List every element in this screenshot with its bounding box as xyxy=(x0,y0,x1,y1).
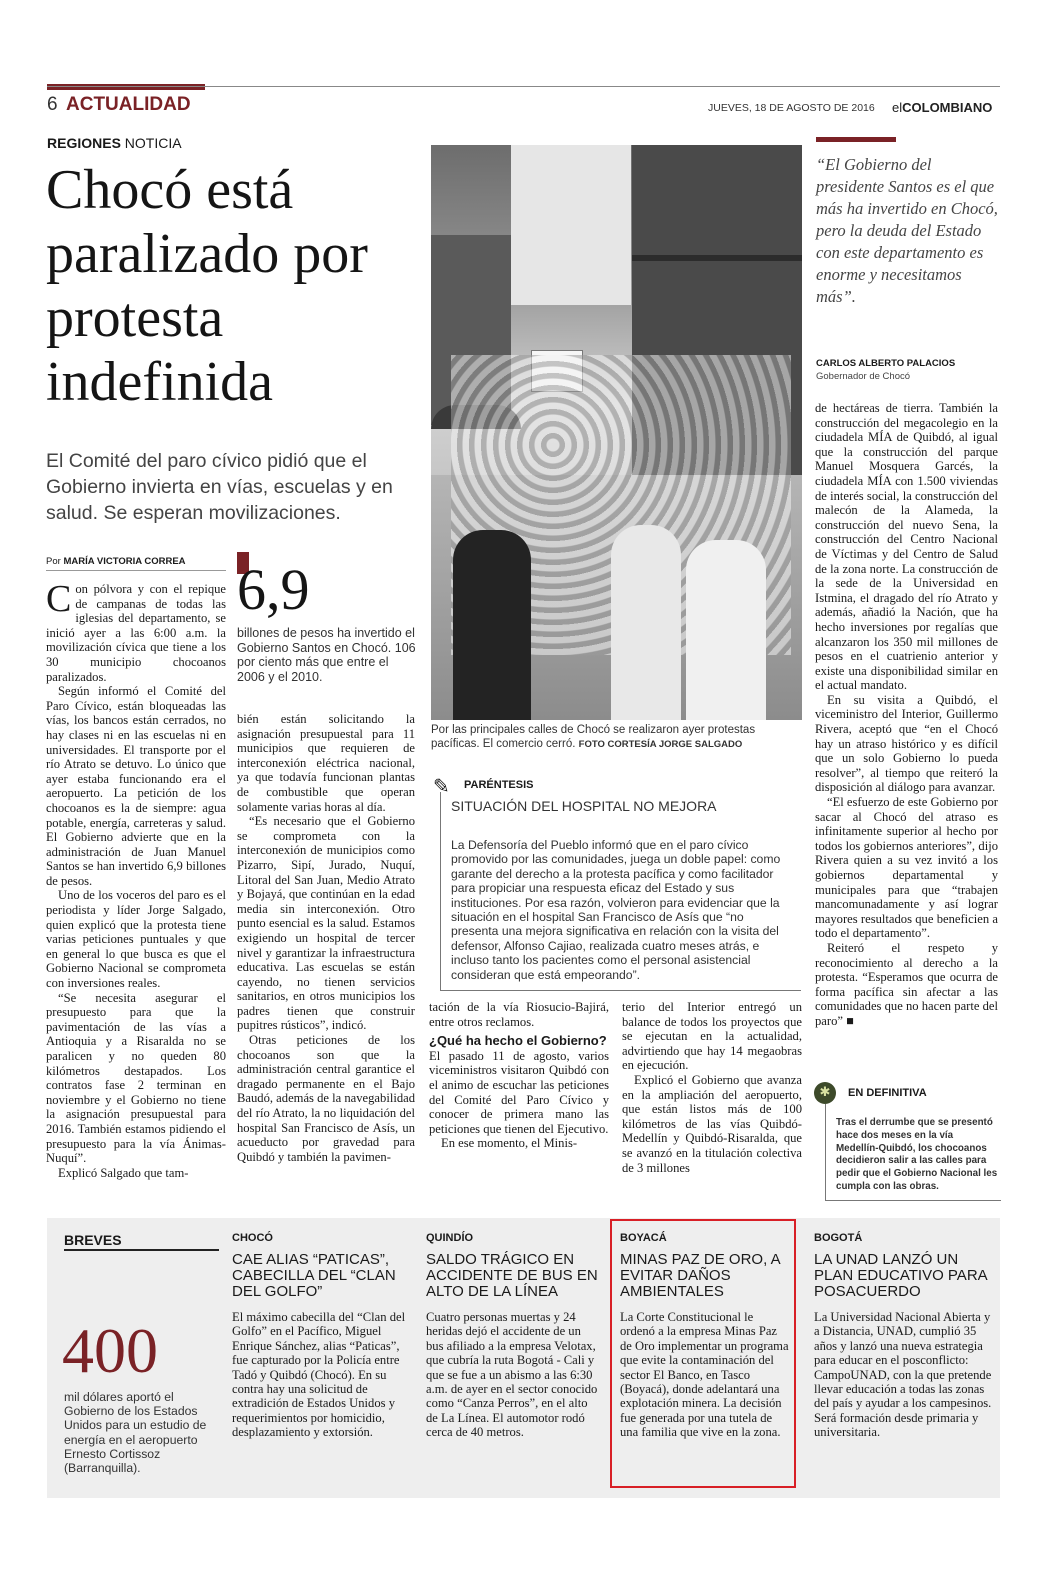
brief-quindio-body: Cuatro personas muertas y 24 heridas dejó el accidente de un bus afiliado a la empresa Velotax, que cubría la ruta Bogotá - Cali y que se fue a un abismo a las 6:30 a.m. de ayer en el sector conocido como “Canza Perros”, en el alto de La Línea. El automotor rodó cerca de 40 metros. xyxy=(426,1310,598,1440)
col5-para-2: “El esfuerzo de este Gobierno por sacar al Chocó del atraso es infinitamente superior al hecho por todos los gobiernos anteriores”, dijo Rivera quien a su vez invitó a los gobiernos departamental y municipales para que “trabajen mancomunadamente y así lograr mayores resultados que beneficien a todo el departamento”. xyxy=(815,795,998,941)
header-date: JUEVES, 18 DE AGOSTO DE 2016 xyxy=(708,102,875,114)
col2-para-0: bién están solicitando la asignación presupuestal para 11 municipios que requieren de interconexión eléctrica nacional, ya que todavía funcionan plantas de combustible que operan solamente varias horas al día. xyxy=(237,712,415,814)
col5-para-3: Reiteró el respeto y reconocimiento al derecho a la protesta. “Esperamos que ocurra de forma pacífica sin afectar a las comunidades que no hacen parte del paro” ■ xyxy=(815,940,998,1028)
col2-para-2: Otras peticiones de los chocoanos son que la administración central garantice el dragado permanente en el Bajo Baudó, además de la navegabilidad del río Atrato, la no liquidación del hospital San Francisco de Asís, un acueducto por gravedad para Quibdó y también la pavimen- xyxy=(237,1033,415,1164)
col3-subhead: ¿Qué ha hecho el Gobierno? xyxy=(429,1033,607,1049)
breves-label: BREVES xyxy=(64,1232,122,1248)
col5-para-0: de hectáreas de tierra. También la construcción del megacolegio en la ciudadela MÍA de Quibdó, al igual que la construcción del parque Manuel Mosquera Garcés, la ciudadela MÍA con 1.500 viviendas de interés social, la construcción del malecón de la Alameda, la construcción del nuevo Sena, la construcción del Centro Nacional de Víctimas y del Centro de Salud de la zona norte. La construcción de la sede de la Universidad en Istmina, el dragado del río Atrato y además, añadió la Nación, que ha hecho inversiones por regalías que alcanzaron los 350 mil millones de pesos en el cuatrienio anterior y existe una disponibilidad similar en el actual mandato. xyxy=(815,401,998,693)
photo-person-center xyxy=(611,525,681,720)
photo-credit: FOTO CORTESÍA JORGE SALGADO xyxy=(578,738,743,750)
quote-role: Gobernador de Chocó xyxy=(816,371,911,382)
byline-author: MARÍA VICTORIA CORREA xyxy=(63,556,186,567)
photo-person-right xyxy=(686,540,766,720)
brief-bogota-body: La Universidad Nacional Abierta y a Distancia, UNAD, cumplió 35 años y lanzó una nueva estrategia para educar en el posconflicto: CampoUNAD, con la que pretende llevar educación a todas las zonas del país y ayudar a los campesinos. Será formación desde primaria y universitaria. xyxy=(814,1310,992,1440)
photo-person-left xyxy=(453,530,531,720)
col3-para-0: El pasado 11 de agosto, varios viceministros visitaron Quibdó con el animo de escuchar las peticiones del Comité del Paro Cívico y conocer de primera mano las peticiones que tienen del Ejecutivo. xyxy=(429,1048,609,1136)
parentesis-body: La Defensoría del Pueblo informó que en el paro cívico promovido por las comunidades, juega un doble papel: como garante del derecho a la protesta pacífica y como facilitador para propiciar una respuesta eficaz del Estado y sus instituciones. Por esa razón, volvieron para evidenciar que la situación en el hospital San Francisco de Asís que “no presenta una mejora significativa en relación con la visita del defensor, Alfonso Cajiao, realizada cuatro meses atrás, e incluso tanto los pacientes como el personal asistencial consideran que está empeorando”. xyxy=(451,838,781,982)
brief-boyaca-region: BOYACÁ xyxy=(620,1232,667,1244)
brief-quindio-title: SALDO TRÁGICO EN ACCIDENTE DE BUS EN ALTO DE LA LÍNEA xyxy=(426,1251,598,1300)
col1-para-4: Explicó Salgado que tam- xyxy=(58,1165,189,1180)
dropcap-paragraph xyxy=(46,578,226,684)
col2-para-1: “Es necesario que el Gobierno se comprometa con la interconexión de municipios como Pizarro, Sipí, Jurado, Nuquí, Litoral del San Juan, Medio Atrato y Bojayá, que continúan en la edad media sin interconexión. Otro punto esencial es la salud. Estamos exigiendo un hospital de tercer nivel y garantizar la infraestructura educativa. Las escuelas se están cayendo, no tienen servicios sanitarios, en otros municipios los padres tienen que construir pupitres rústicos”, indicó. xyxy=(237,814,415,1033)
brief-choco xyxy=(232,1232,407,1440)
brief-choco-body: El máximo cabecilla del “Clan del Golfo” en el Pacífico, Miguel Enrique Sánchez, alias “Paticas”, fue capturado por la Policía entre Tadó y Quibdó (Chocó). En su contra hay una solicitud de extradición de Estados Unidos y requerimientos por homicidio, desplazamiento y extorsión. xyxy=(232,1310,406,1440)
pull-quote: “El Gobierno del presidente Santos es el que más ha invertido en Chocó, pero la deuda del Estado con este departamento es enorme y necesitamos más”. xyxy=(816,155,998,306)
brief-boyaca-title: MINAS PAZ DE ORO, A EVITAR DAÑOS AMBIENTALES xyxy=(620,1251,780,1300)
parentesis-label: PARÉNTESIS xyxy=(464,779,534,791)
col4-para-1: Explicó el Gobierno que avanza en la ampliación del aeropuerto, que están listos más de 100 kilómetros de las vías Quibdó-Medellín y Quibdó-Risaralda, que se avanzó en la titulación colectiva de 3 millones xyxy=(622,1072,802,1175)
breves-rule xyxy=(64,1249,219,1251)
definitiva-body: Tras el derrumbe que se presentó hace dos meses en la vía Medellín-Quibdó, los chocoanos decidieron salir a las calles para pedir que el Gobierno Nacional les cumpla con las obras. xyxy=(836,1117,998,1192)
brief-quindio xyxy=(426,1232,601,1440)
brand-logo xyxy=(892,100,992,115)
col1-para-1: Según informó el Comité del Paro Cívico, están bloqueadas las vías, los bancos están cerrados, no hay clases ni en las escuelas ni en universidades. El transporte por el río Atrato se detuvo. Lo único que ayer estaba funcionando era el aeropuerto. La petición de los chocoanos es la de siempre: agua potable, energía, carreteras y salud. El Gobierno advierte que en la administración de Juan Manuel Santos se han invertido 6,9 billones de pesos. xyxy=(46,684,226,888)
brief-boyaca xyxy=(620,1232,790,1440)
breves-number-text: mil dólares aportó el Gobierno de los Estados Unidos para un estudio de energía en el aeropuerto Ernesto Cortissoz (Barranquilla). xyxy=(64,1390,207,1476)
byline-rule xyxy=(46,570,226,571)
deck: El Comité del paro cívico pidió que el Gobierno invierta en vías, escuelas y en salud. Se esperan movilizaciones. xyxy=(46,450,393,524)
parentesis-title: SITUACIÓN DEL HOSPITAL NO MEJORA xyxy=(451,798,717,814)
page-number: 6 xyxy=(47,94,58,115)
definitiva-label: EN DEFINITIVA xyxy=(848,1087,927,1099)
brief-choco-region: CHOCÓ xyxy=(232,1232,273,1244)
quote-author: CARLOS ALBERTO PALACIOS xyxy=(816,358,956,369)
stat-value: 6,9 xyxy=(237,557,310,622)
headline: Chocó está paralizado por protesta indefinida xyxy=(46,159,368,413)
brand-name: COLOMBIANO xyxy=(902,100,993,115)
parentesis-icon: ✎ xyxy=(433,774,450,798)
photo-caption xyxy=(431,724,803,751)
dropcap: C xyxy=(46,578,72,620)
photo-building-balcony xyxy=(632,255,802,261)
breves-number: 400 xyxy=(62,1315,158,1386)
col3-para-1: En ese momento, el Minis- xyxy=(441,1136,578,1151)
stat-text: billones de pesos ha invertido el Gobierno Santos en Chocó. 106 por ciento más que entre el 2006 y el 2010. xyxy=(237,626,416,684)
kicker-section: REGIONES xyxy=(47,135,121,151)
col1-para-2: Uno de los voceros del paro es el periodista y líder Jorge Salgado, quien explicó que la protesta tiene varias peticiones puntuales y que en general lo que busca es que el Gobierno Nacional se comprometa con inversiones reales. xyxy=(46,888,226,991)
byline xyxy=(46,556,186,567)
col5-para-1: En su visita a Quibdó, el viceministro del Interior, Guillermo Rivera, aceptó que “en el Chocó hay un atraso histórico y es difícil que un solo Gobierno lo pueda resolver”, al tiempo que reiteró la disposición al diálogo para avanzar. xyxy=(815,692,998,795)
article-column-4 xyxy=(622,1000,802,1180)
col3-lead: tación de la vía Riosucio-Bajirá, entre otros reclamos. xyxy=(429,1000,609,1029)
brief-boyaca-body: La Corte Constitucional le ordenó a la empresa Minas Paz de Oro implementar un programa que evite la contaminación del sector El Banco, en Tasco (Boyacá), donde adelantará una explotación minera. La decisión fue generada por una tutela de una familia que vive en la zona. xyxy=(620,1310,789,1440)
quote-accent-bar xyxy=(816,137,896,142)
brief-bogota xyxy=(814,1232,994,1440)
section-label: ACTUALIDAD xyxy=(66,94,191,115)
col1-para-0: on pólvora y con el repique de campanas de todas las iglesias del departamento, se inició ayer a las 6:00 a.m. la movilización cívica que tiene a los 30 municipio chocoanos paralizados. xyxy=(46,582,226,684)
kicker-type: NOTICIA xyxy=(124,135,182,151)
definitiva-icon: ✱ xyxy=(814,1082,836,1104)
article-column-3 xyxy=(429,1000,609,1180)
brief-bogota-region: BOGOTÁ xyxy=(814,1232,863,1244)
kicker xyxy=(47,135,182,151)
header-rule xyxy=(47,86,1000,87)
article-column-1 xyxy=(46,578,226,1180)
photo-sky xyxy=(511,145,631,305)
col4-para-0: terio del Interior entregó un balance de todos los proyectos que se ejecutan en la actualidad, advirtiendo que hay 14 megaobras en ejecución. xyxy=(622,1000,802,1073)
brand-prefix: el xyxy=(892,100,903,115)
brief-choco-title: CAE ALIAS “PATICAS”, CABECILLA DEL “CLAN DEL GOLFO” xyxy=(232,1251,396,1300)
brief-quindio-region: QUINDÍO xyxy=(426,1232,474,1244)
article-column-5 xyxy=(815,401,998,1056)
protest-photo xyxy=(431,145,802,720)
col1-para-3: “Se necesita asegurar el presupuesto para que la pavimentación de las vías a Antioquia y a Risaralda no se paralicen y no queden 80 kilómetros destapados. Los contratos fase 2 terminan en noviembre y el Gobierno no tiene la asignación presupuestal para 2016. También estamos pidiendo el presupuesto para la vía Ánimas-Nuquí”. xyxy=(46,990,226,1166)
byline-prefix: Por xyxy=(46,556,61,567)
header-accent-bar xyxy=(47,84,205,90)
photo-caption-text: Por las principales calles de Chocó se realizaron ayer protestas pacíficas. El comercio cerró. xyxy=(431,724,756,750)
brief-bogota-title: LA UNAD LANZÓ UN PLAN EDUCATIVO PARA POSACUERDO xyxy=(814,1251,987,1300)
article-column-2 xyxy=(237,712,415,1164)
